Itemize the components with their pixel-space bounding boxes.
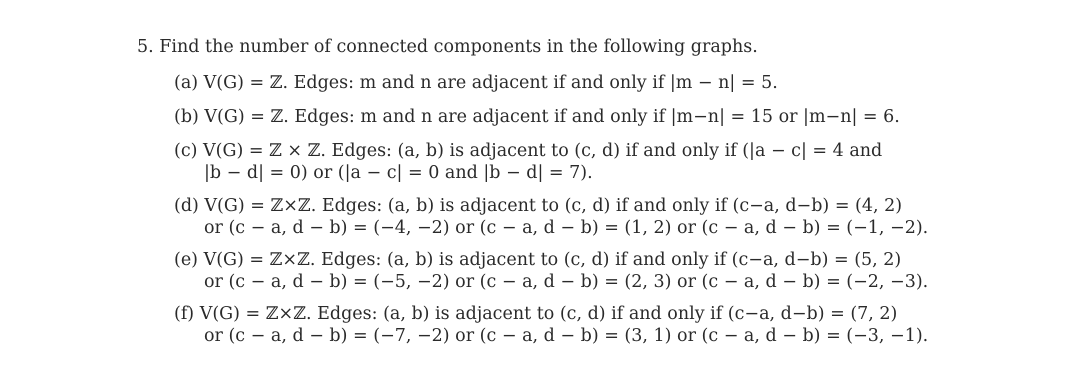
problem-header: 5. Find the number of connected components in the following graphs. <box>137 37 758 57</box>
part-d-line-2: or (c − a, d − b) = (−4, −2) or (c − a, d − b) = (1, 2) or (c − a, d − b) = (−1, −2). <box>204 218 929 238</box>
part-f-line-1: (f) V(G) = ℤ×ℤ. Edges: (a, b) is adjacent to (c, d) if and only if (c−a, d−b) = (7, 2) <box>174 304 898 324</box>
part-f-line-2: or (c − a, d − b) = (−7, −2) or (c − a, d − b) = (3, 1) or (c − a, d − b) = (−3, −1). <box>204 326 929 346</box>
part-f <box>174 303 1054 347</box>
part-d <box>174 195 1054 239</box>
part-e <box>174 249 1054 293</box>
part-e-line-1: (e) V(G) = ℤ×ℤ. Edges: (a, b) is adjacent to (c, d) if and only if (c−a, d−b) = (5, 2) <box>174 250 902 270</box>
part-e-line-2: or (c − a, d − b) = (−5, −2) or (c − a, d − b) = (2, 3) or (c − a, d − b) = (−2, −3). <box>204 272 929 292</box>
part-a-line-1: (a) V(G) = ℤ. Edges: m and n are adjacent if and only if |m − n| = 5. <box>174 73 778 93</box>
part-a <box>174 72 1054 94</box>
part-c-line-2: |b − d| = 0) or (|a − c| = 0 and |b − d| = 7). <box>204 163 593 183</box>
part-c <box>174 140 1054 184</box>
part-b <box>174 106 1054 128</box>
part-b-line-1: (b) V(G) = ℤ. Edges: m and n are adjacent if and only if |m−n| = 15 or |m−n| = 6. <box>174 107 900 127</box>
part-d-line-1: (d) V(G) = ℤ×ℤ. Edges: (a, b) is adjacent to (c, d) if and only if (c−a, d−b) = (4, 2) <box>174 196 903 216</box>
part-c-line-1: (c) V(G) = ℤ × ℤ. Edges: (a, b) is adjacent to (c, d) if and only if (|a − c| = 4 and <box>174 141 883 161</box>
